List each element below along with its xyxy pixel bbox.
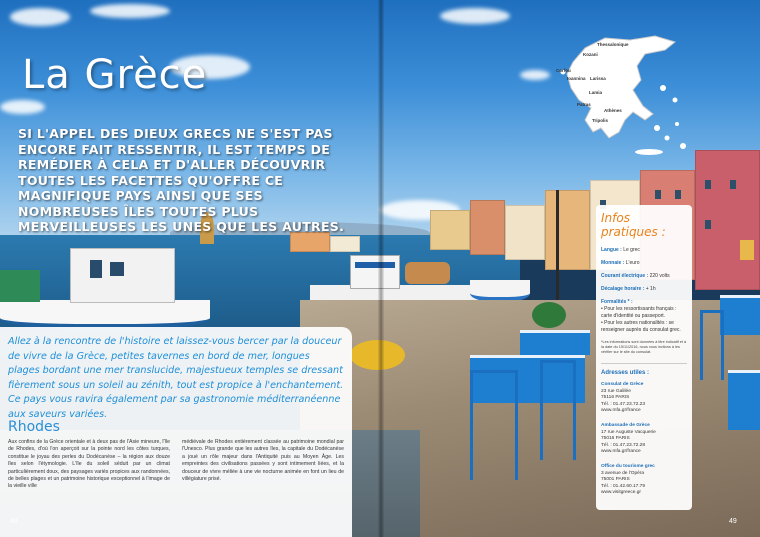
address-block <box>601 464 687 497</box>
address-line: 75116 PARIS <box>601 395 630 401</box>
article-column-1: Aux confins de la Grèce orientale et à deux pas de l'Asie mineure, l'île de Rhodes, d'où l'on aperçoit sur la pointe nord les côtes turques, constitue le joyau des perles du Dodécanèse – la région aux douze îles selon l'étymologie. L'île du soleil séduit par un climat particulièrement doux, des paysages variés propices aux randonnées, de belles plages et un patrimoine historique exceptionnel à l'image de la vieille ville <box>8 439 170 490</box>
address-line: 3 avenue de l'Opéra <box>601 470 645 476</box>
green-crate <box>0 270 40 302</box>
info-key: Décalage horaire : <box>601 286 645 292</box>
window <box>655 190 661 199</box>
info-panel-title: Infos pratiques : <box>601 211 666 239</box>
article-box <box>0 327 352 537</box>
address-line: 75016 PARIS <box>601 436 630 442</box>
boat <box>0 300 210 330</box>
map-label: Kozani <box>583 52 598 57</box>
map-label: Patras <box>577 102 591 107</box>
info-key: Formalités * : <box>601 299 633 305</box>
window <box>740 240 754 260</box>
window <box>705 180 711 189</box>
info-key: Courant électrique : <box>601 273 649 279</box>
section-title: Rhodes <box>8 419 60 435</box>
boat-window <box>90 260 102 278</box>
page-gutter <box>378 0 384 537</box>
address-block <box>601 423 687 456</box>
map-label: Ioannina <box>567 76 586 81</box>
crete-shape <box>635 149 663 155</box>
taverna-chair <box>470 370 518 480</box>
address-line: 23 rue Galilée <box>601 388 631 394</box>
address-link[interactable]: www.visitgreece.gr <box>601 490 641 496</box>
address-name: Office du tourisme grec <box>601 463 655 469</box>
address-link[interactable]: www.mfa.gr/france <box>601 449 641 455</box>
info-key: Langue : <box>601 247 622 253</box>
info-value: 220 volts <box>649 273 670 279</box>
page-title: La Grèce <box>22 52 208 98</box>
island <box>673 98 678 103</box>
boat <box>470 280 530 302</box>
address-block <box>601 382 687 415</box>
taverna-table <box>728 370 760 430</box>
cloud <box>0 100 45 114</box>
building <box>505 205 545 260</box>
info-value: Le grec <box>623 247 640 253</box>
lead-paragraph: Allez à la rencontre de l'histoire et laissez-vous bercer par la douceur de vivre de la Grèce, petites tavernes en bord de mer, longues plages bordant une mer translucide, majestueux temples se dressant fièrement sous un soleil au zénith, tout est propice à l'enchantement. Ce pays vous ravira également par sa gastronomie méditerranéenne aux saveurs variées. <box>8 336 344 420</box>
map-label: Corfou <box>556 68 571 73</box>
window <box>730 180 736 189</box>
info-language <box>601 247 687 254</box>
street-lamp <box>556 190 559 300</box>
info-voltage <box>601 273 687 280</box>
window <box>675 190 681 199</box>
address-line: Tél. : 01.47.23.72.23 <box>601 401 646 407</box>
taverna-chair <box>540 360 576 460</box>
info-panel <box>596 205 692 510</box>
taverna-table <box>520 330 590 355</box>
info-value: + 1h <box>645 286 656 292</box>
map-label: Tripolis <box>592 118 609 123</box>
potted-plant <box>532 302 566 328</box>
building <box>430 210 470 250</box>
page-number-right: 49 <box>729 518 737 525</box>
address-name: Ambassade de Grèce <box>601 422 650 428</box>
page-number-left: 48 <box>10 518 18 525</box>
info-formalities <box>601 299 687 334</box>
taverna-chair <box>700 310 724 380</box>
island <box>665 136 670 141</box>
map-label: Thessalonique <box>597 42 629 47</box>
info-footnote: *Les informations sont données à titre indicatif et à la date du 15/11/2016, nous vous invitons à les vérifier sur le site du consulat. <box>601 340 687 354</box>
building <box>290 232 330 252</box>
rhodes-shape <box>680 143 686 149</box>
cloud <box>10 8 70 26</box>
info-value: • Pour les ressortissants français : carte d'identité ou passeport. <box>601 306 677 319</box>
building <box>330 236 360 252</box>
addresses-title: Adresses utiles : <box>601 363 687 376</box>
address-name: Consulat de Grèce <box>601 382 644 387</box>
island <box>675 122 679 126</box>
boat-stripe <box>355 262 395 268</box>
island <box>654 125 660 131</box>
info-key: Monnaie : <box>601 260 625 266</box>
greece-map <box>545 28 690 158</box>
map-label: Lamia <box>589 90 603 95</box>
map-label: Larissa <box>590 76 606 81</box>
info-currency <box>601 260 687 267</box>
address-link[interactable]: www.mfa.gr/france <box>601 408 641 414</box>
article-column-2: médiévale de Rhodes entièrement classée au patrimoine mondial par l'Unesco. Plus grande que les autres îles, la capitale du Dodécanèse a joué un rôle majeur dans l'Antiquité puis au Moyen Âge. Les empreintes des civilisations passées y sont intimement liées, et la douceur de vivre méliée à une vie nocturne animée en font un lieu de villégiature prisé. <box>182 439 344 483</box>
cloud <box>440 8 510 24</box>
island <box>660 85 666 91</box>
map-label: Athènes <box>604 108 622 113</box>
info-timezone <box>601 286 687 293</box>
boat-window <box>110 262 124 276</box>
intro-text: SI L'APPEL DES DIEUX GRECS NE S'EST PAS ENCORE FAIT RESSENTIR, IL EST TEMPS DE REMÉDIER À CELA ET D'ALLER DÉCOUVRIR TOUTES LES FACETTES QU'OFFRE CE MAGNIFIQUE PAYS AINSI QUE SES NOMBREUSES ÎLES TOUTES PLUS MERVEILLEUSES LES UNES QUE LES AUTRES. <box>18 126 345 234</box>
address-line: 75001 PARIS <box>601 477 630 483</box>
boat-cabin <box>350 255 400 289</box>
info-value: L'euro <box>625 260 640 266</box>
fishing-nets <box>405 262 450 284</box>
address-line: Tél. : 01.42.60.17.79 <box>601 483 646 489</box>
cloud <box>90 4 170 18</box>
building <box>545 190 590 270</box>
window <box>705 220 711 229</box>
taverna-table <box>720 295 760 335</box>
info-value: • Pour les autres nationalités : se renseigner auprès du consulat grec. <box>601 320 681 333</box>
address-line: 17 rue Auguste Vacquerie <box>601 429 656 435</box>
address-line: Tél. : 01.47.23.72.28 <box>601 442 646 448</box>
building <box>470 200 505 255</box>
